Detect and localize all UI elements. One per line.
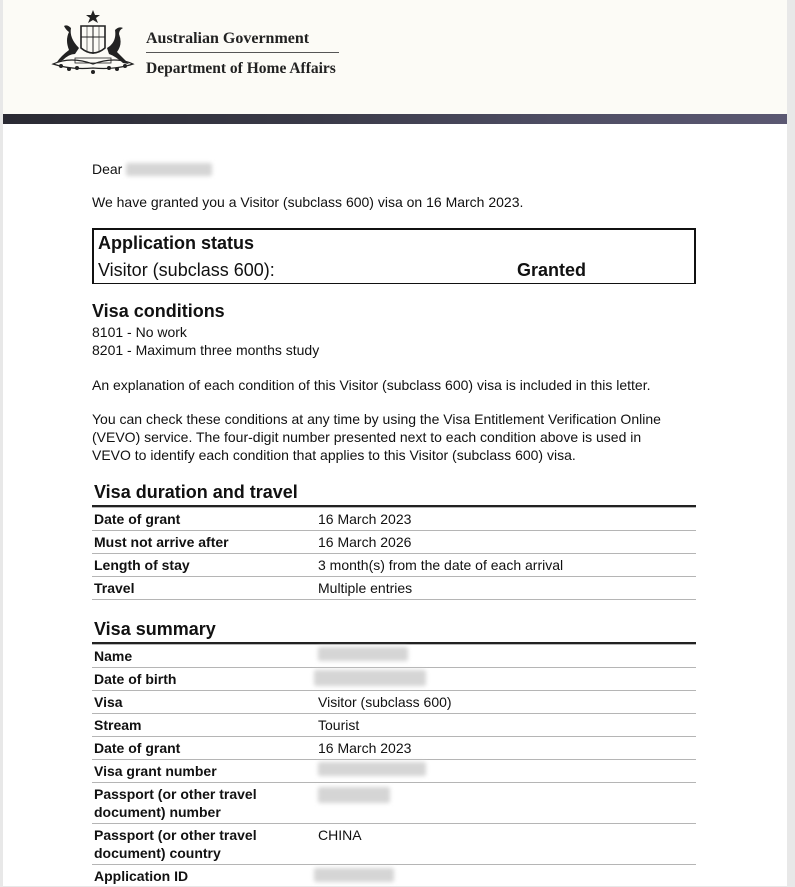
visa-duration-heading: Visa duration and travel xyxy=(94,482,298,502)
visa-summary-heading: Visa summary xyxy=(94,619,216,639)
condition-item: 8101 - No work xyxy=(92,324,187,340)
row-value: Tourist xyxy=(318,717,360,733)
row-label: document) country xyxy=(94,845,221,861)
letter-page xyxy=(3,0,787,886)
table-row xyxy=(92,667,696,690)
row-label: Passport (or other travel xyxy=(94,786,257,802)
row-label: Date of grant xyxy=(94,740,181,756)
application-status-value: Granted xyxy=(517,260,587,280)
vevo-text-line: VEVO to identify each condition that applies to this Visitor (subclass 600) visa. xyxy=(92,447,576,463)
letterhead xyxy=(3,0,787,114)
row-label: Stream xyxy=(94,717,142,733)
row-label: Must not arrive after xyxy=(94,534,229,550)
row-label: Length of stay xyxy=(94,557,190,573)
redacted-value xyxy=(314,868,394,882)
row-value: 16 March 2023 xyxy=(318,740,412,756)
vevo-text-line: (VEVO) service. The four-digit number presented next to each condition above is used in xyxy=(92,429,642,445)
visa-conditions-heading: Visa conditions xyxy=(92,301,225,321)
row-value: 3 month(s) from the date of each arrival xyxy=(318,557,564,573)
salutation-text: Dear xyxy=(92,161,123,177)
table-row xyxy=(92,576,696,600)
row-label: Date of birth xyxy=(94,671,177,687)
redacted-value xyxy=(318,647,408,661)
row-value: Multiple entries xyxy=(318,580,413,596)
table-row xyxy=(92,736,696,759)
row-label: Passport (or other travel xyxy=(94,827,257,843)
redacted-value xyxy=(318,762,426,776)
table-row xyxy=(92,530,696,553)
row-value: Visitor (subclass 600) xyxy=(318,694,452,710)
visa-duration-table xyxy=(92,505,696,600)
redacted-name xyxy=(126,163,212,176)
table-row xyxy=(92,823,696,864)
row-label: Travel xyxy=(94,580,135,596)
row-value: CHINA xyxy=(318,827,362,843)
letterhead-divider xyxy=(146,52,339,53)
row-label: document) number xyxy=(94,804,221,820)
redacted-value xyxy=(318,787,390,803)
application-status-title: Application status xyxy=(98,233,255,253)
department-name: Department of Home Affairs xyxy=(146,60,336,77)
grant-intro: We have granted you a Visitor (subclass 600) visa on 16 March 2023. xyxy=(92,194,524,210)
row-value: 16 March 2026 xyxy=(318,534,412,550)
condition-item: 8201 - Maximum three months study xyxy=(92,342,320,358)
salutation xyxy=(92,160,212,178)
conditions-explanation: An explanation of each condition of this Visitor (subclass 600) visa is included in this letter. xyxy=(92,377,651,393)
application-status-box xyxy=(92,228,696,284)
vevo-text-line: You can check these conditions at any time by using the Visa Entitlement Verification Online xyxy=(92,411,661,427)
header-band xyxy=(3,114,787,124)
application-status-label: Visitor (subclass 600): xyxy=(98,260,275,280)
visa-summary-table xyxy=(92,642,696,887)
row-label: Name xyxy=(94,648,133,664)
table-row xyxy=(92,782,696,823)
government-name: Australian Government xyxy=(146,30,310,47)
table-row xyxy=(92,759,696,782)
table-row xyxy=(92,690,696,713)
row-label: Date of grant xyxy=(94,511,181,527)
table-row xyxy=(92,713,696,736)
redacted-value xyxy=(314,670,426,686)
table-row xyxy=(92,553,696,576)
row-label: Visa grant number xyxy=(94,763,217,779)
table-row xyxy=(92,507,696,530)
table-row xyxy=(92,864,696,887)
row-value: 16 March 2023 xyxy=(318,511,412,527)
row-label: Visa xyxy=(94,694,123,710)
commonwealth-coat-of-arms-icon xyxy=(47,8,139,78)
table-row xyxy=(92,644,696,667)
row-label: Application ID xyxy=(94,868,189,884)
